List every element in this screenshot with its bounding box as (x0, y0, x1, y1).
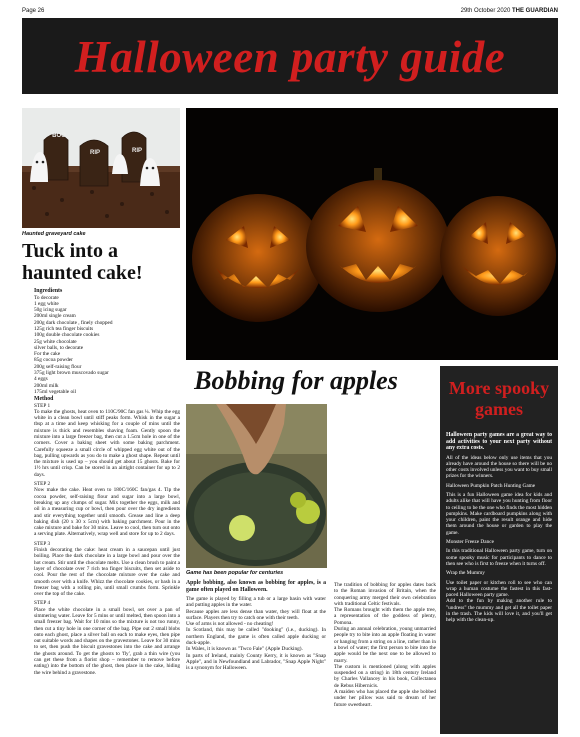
game1-text: This is a fun Halloween game idea for kids and adults alike that will have you hunting from floor to ceiling to be the one who finds the most hidden pumpkins. Make cardboard pumpkins along with your children, paint the result orange and hide them around the house or garden to play the game. (446, 491, 552, 536)
step2-text: Now make the cake. Heat oven to 180C/160C fan/gas 4. Tip the cocoa powder, self-raising flour and sugar into a large bowl, breaking up any clumps of sugar. Mix together the eggs, milk and oil in a measuring cup or bowl, then pour over the dry ingredients and stir everything together until smooth. Grease and line a deep baking dish (20 x 30 x 5cm) with baking parchment. Pour in the cake mixture and bake for 30 mins. Leave to cool, then turn out onto a serving plate. Alternatively, wrap well and store for up to 2 days. (34, 487, 180, 538)
step4-title: STEP 4 (34, 600, 51, 607)
page-number: Page 26 (22, 8, 45, 14)
method-title: Method (34, 396, 54, 402)
ingredients-block (34, 288, 174, 395)
step3-title: STEP 3 (34, 540, 51, 547)
bobbing-intro: Apple bobbing, also known as bobbing for apples, is a game often played on Halloween. (186, 580, 326, 593)
stone-label-rip: RIP (131, 148, 142, 154)
games-box (440, 366, 558, 734)
game1-title: Halloween Pumpkin Patch Hunting Game (446, 482, 536, 489)
pumpkin-photo (186, 108, 558, 360)
bobbing-col1-text: The game is played by filling a tub or a large basin with water and putting apples in the water. Because apples are less dense than water, they will float at the surface. Players then try to catch one with their teeth. Use of arms is not allowed - no cheating! In Scotland, this may be called "dooking" (i.e., ducking). In northern England, the game is often called apple ducking or duck-apple. In Wales, it is known as "Twco Fale" (Apple Ducking). In parts of Ireland, mainly County Kerry, it is known as "Snap Apple", and in Newfoundland and Labrador, "Snap Apple Night" is a synonym for Halloween. (186, 596, 326, 672)
step2-title: STEP 2 (34, 481, 51, 488)
cake-headline: Tuck into a haunted cake! (22, 240, 143, 284)
masthead-title: Halloween party guide (74, 32, 506, 82)
step4-text: Place the white chocolate in a small bowl, set over a pan of simmering water. Leave for 5 mins or until melted, then spoon into a small freezer bag. Wait for 10 mins so the mixture is not too runny, then cut a tiny hole in one corner of the bag. Pipe out 2 small blobs onto each ghost, place a silver ball on each to make eyes, then pipe out suitable words and shapes on the gravestones. Leave for 30 mins to set, then push the biscuit gravestones into the cake and arrange the ghosts around. To get the ghosts to 'fly', grab a thin wire (you can get these from a florist shop – remember to remove before eating) into the bottom of the ghost, then place in the cake, hiding the wire behind a gravestone. (34, 606, 180, 676)
ingredients-title: Ingredients (34, 288, 63, 294)
step1-title: STEP 1 (34, 402, 51, 409)
page-header (22, 6, 558, 16)
cake-photo (22, 108, 180, 228)
games-title: More spooky games (448, 378, 550, 419)
step1-text: To make the ghosts, heat oven to 110C/90C fan gas ¼. Whip the egg white in a clean bowl until stiff peaks form. Whisk in the sugar a tbsp at a time and keep whisking for a couple of mins until the mixture is thick and resembles shaving foam. Gently spoon the mixture into a large freezer bag, then cut a 1.5cm hole in one of the corners. Cover a baking sheet with some baking parchment. Carefully squeeze a small circle of whipped egg white out of the bag, pulling upwards as you do to make a ghost shape. Repeat until the mixture is used up – you should get about 15 ghosts. Bake for 1½ hrs until crisp. Can be stored in an airtight container for up to 2 days. (34, 408, 180, 478)
issue-info (461, 6, 558, 16)
bobbing-photo (186, 404, 327, 568)
bobbing-col1 (186, 580, 326, 672)
cake-caption: Haunted graveyard cake (22, 231, 86, 237)
games-body (446, 432, 552, 624)
ingredients-list: To decorate 1 egg white 50g icing sugar 200ml single cream 200g dark chocolate , finely chopped 125g rich tea finger biscuits 100g double chocolate cookies 25g white chocolate silver balls, to decorate For the cake 85g cocoa powder 200g self-raising flour 375g light brown muscovado sugar 4 eggs 200ml milk 175ml vegetable oil (34, 294, 113, 395)
pumpkin-right (440, 196, 556, 316)
stone-label-rip: RIP (89, 150, 100, 156)
games-p1: All of the ideas below only use items that you already have around the house so there will be no other costs involved unless you want to buy small prizes for the winners. (446, 454, 552, 480)
paper-name: THE GUARDIAN (512, 8, 558, 14)
bobbing-col2 (334, 582, 436, 708)
method-block (34, 396, 180, 676)
bobbing-col2-text: The tradition of bobbing for apples dates back to the Roman invasion of Britain, when the conquering army merged their own celebration with traditional Celtic festivals. The Romans brought with them the apple tree, a representation of the goddess of plenty, Pomona. During an annual celebration, young unmarried people try to bite into an apple floating in water or hanging from a string on a line, rather than in a bowl of water; the first person to bite into the apple would be the next one to be allowed to marry. The custom is mentioned (along with apples suspended on a string) in 18th century Ireland by Charles Vallancey in his book, Collectanea de Rebus Hibernicis. A maiden who has placed the apple she bobbed under her pillow was said to dream of her future sweetheart. (334, 582, 436, 708)
game2-text: In this traditional Halloween party game, turn on some spooky music for participants to dance to then see who is first to freeze when it turns off. (446, 548, 552, 567)
game2-title: Monster Freeze Dance (446, 539, 494, 546)
bobbing-title: Bobbing for apples (194, 366, 398, 395)
issue-date: 29th October 2020 (460, 8, 511, 14)
step3-text: Finish decorating the cake: heat cream in a saucepan until just boiling. Place the dark chocolate in a large bowl and pour over the hot cream. Stir until the chocolate melts. Use a clean brush to paint a layer of chocolate over 7 rich tea finger biscuits, then set aside to cool. Pour the rest of the chocolate mixture over the cake and smooth over with a knife. Whizz the chocolate cookies, or bash in a freezer bag with a rolling pin, until small crumbs form. Sprinkle over the top of the cake. (34, 547, 180, 598)
pumpkin-left (192, 194, 324, 322)
games-intro: Halloween party games are a great way to add activities to your next party without any extra costs. (446, 432, 552, 451)
game3-title: Wrap the Mummy (446, 570, 485, 577)
game3-text: Use toilet paper or kitchen roll to see who can wrap a human costume the fastest in this fast-paced Halloween party game. Add to the fun by making another rule to "undress" the mummy and get all the toilet paper in the trash. The kids will love it, and you'll get help with the clean-up. (446, 579, 552, 624)
stone-label-boo: BOO (52, 133, 66, 139)
bobbing-caption: Game has been popular for centuries (186, 570, 284, 576)
